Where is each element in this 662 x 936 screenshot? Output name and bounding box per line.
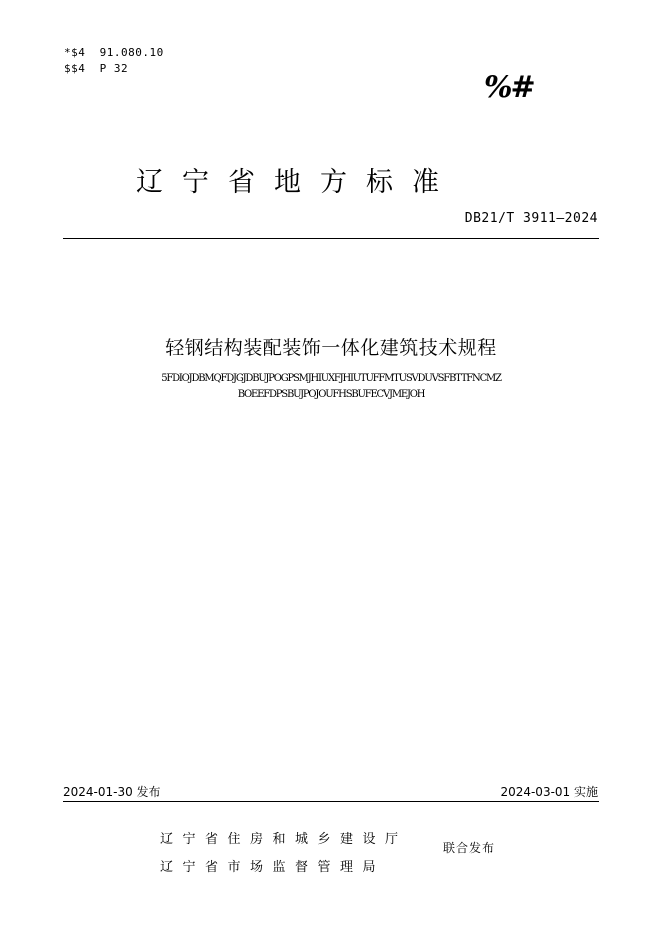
bottom-divider xyxy=(63,801,599,802)
joint-release-label: 联合发布 xyxy=(443,841,496,855)
document-title-en-line1: 5FDIOJDBMQFDJGJDBUJPOGPSMJHIUXFJHIUTUFFMTUSVDUVSFBTTFNCMZ xyxy=(161,373,501,384)
top-divider xyxy=(63,238,599,239)
issuer-housing-department: 辽宁省住房和城乡建设厅 xyxy=(160,832,408,847)
issue-date: 2024-01-30 发布 xyxy=(63,785,161,799)
implementation-date: 2024-03-01 实施 xyxy=(500,785,598,799)
issuer-market-bureau: 辽宁省市场监督管理局 xyxy=(160,860,386,875)
db-logo: %# xyxy=(484,70,534,105)
ics-code: *$4 91.080.10 xyxy=(64,46,164,59)
standard-type-title: 辽宁省地方标准 xyxy=(136,167,458,198)
document-title-cn: 轻钢结构装配装饰一体化建筑技术规程 xyxy=(165,337,497,359)
document-title-en-line2: BOEEFDPSBUJPOJOUFHSBUFECVJMEJOH xyxy=(237,389,425,400)
standard-number: DB21/T 3911—2024 xyxy=(464,211,598,226)
classification-codes xyxy=(64,45,164,77)
ccs-code: $$4 P 32 xyxy=(64,62,129,75)
